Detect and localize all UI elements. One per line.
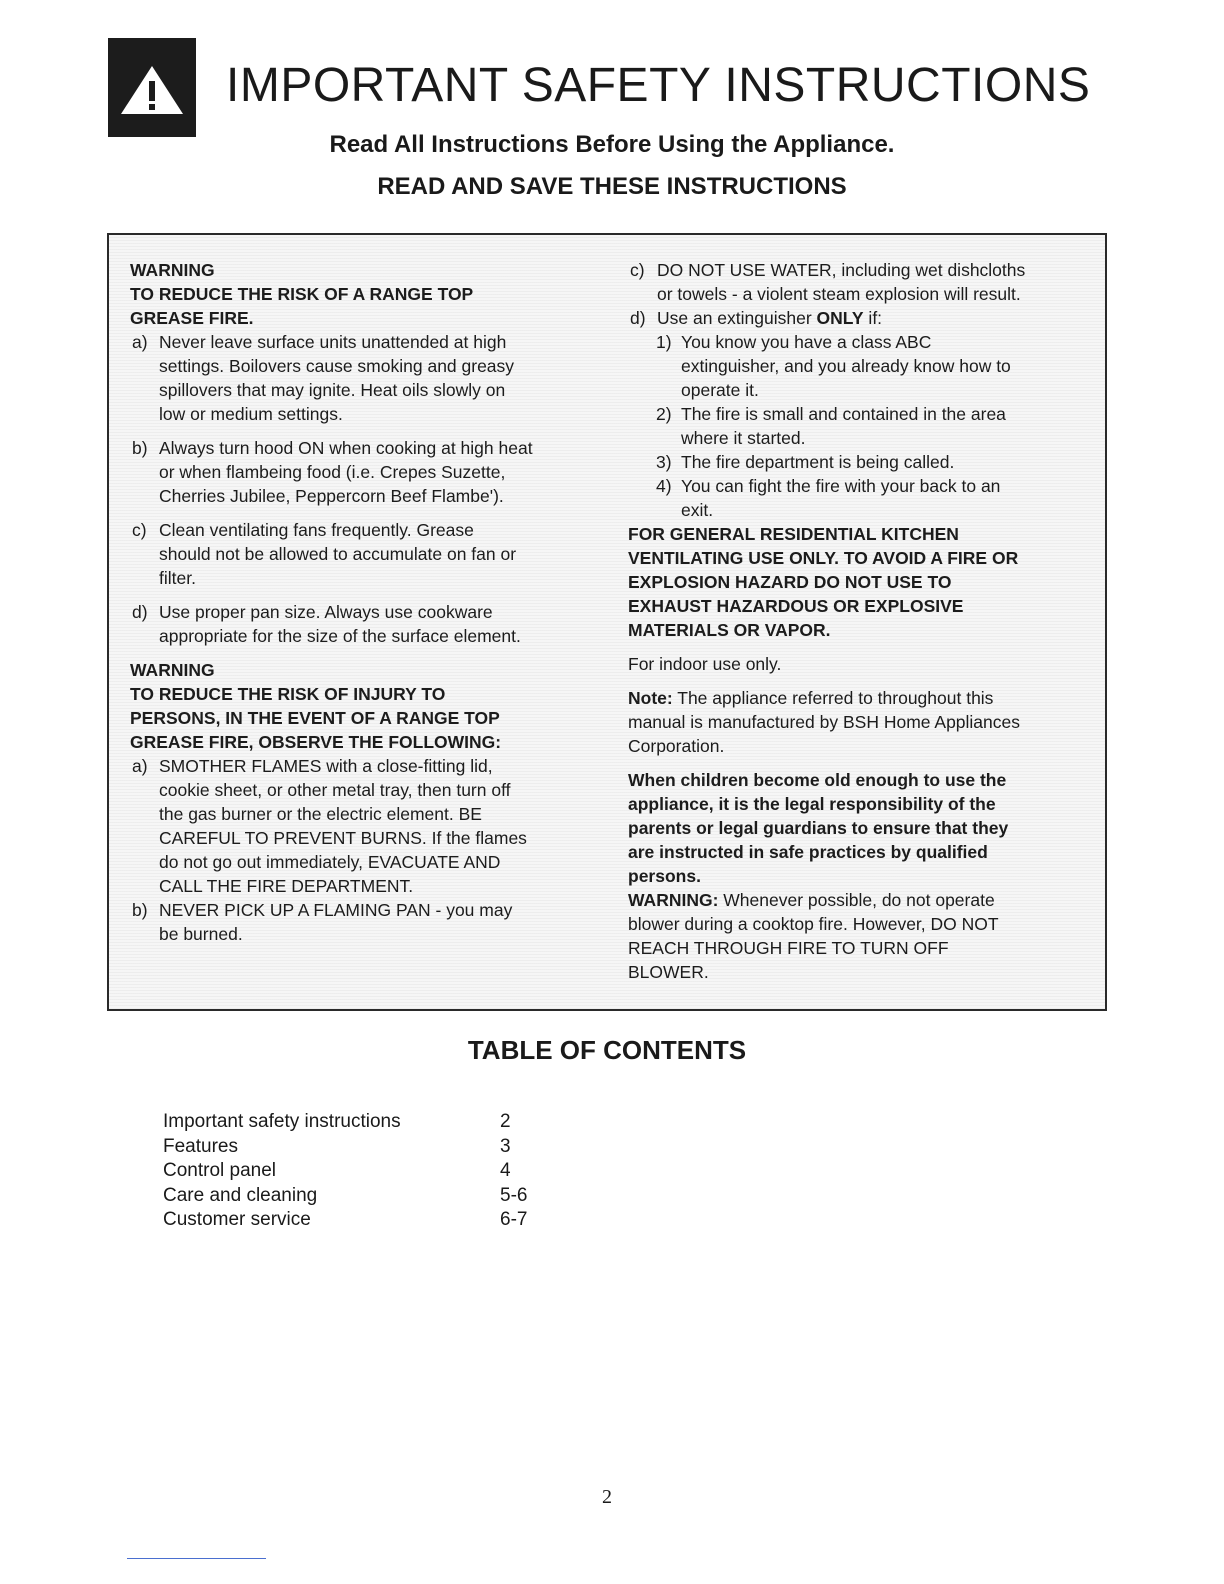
- list-item: d) Use an extinguisher ONLY if:: [630, 308, 883, 328]
- page-number: 2: [602, 1486, 612, 1508]
- page-title: IMPORTANT SAFETY INSTRUCTIONS: [226, 59, 1091, 112]
- sub-list-item: 4) You can fight the fire with your back to an exit.: [656, 476, 1001, 520]
- warning-label: WARNING: [130, 660, 215, 680]
- list-item: b) Always turn hood ON when cooking at high heat or when flambeing food (i.e. Crepes Suzette, Cherries Jubilee, Peppercorn Beef Flambe').: [132, 438, 533, 506]
- warning-triangle-icon: [119, 64, 185, 116]
- warning-heading: TO REDUCE THE RISK OF INJURY TO: [130, 684, 446, 704]
- safety-warning-box: [107, 233, 1107, 1011]
- indoor-use-text: For indoor use only.: [628, 654, 782, 674]
- children-notice: When children become old enough to use the appliance, it is the legal responsibility of the parents or legal guardians to ensure that they are instructed in safe practices by qualified persons.: [628, 770, 1009, 886]
- warning-label: WARNING: [130, 260, 215, 280]
- list-item: c) DO NOT USE WATER, including wet dishcloths or towels - a violent steam explosion will result.: [630, 260, 1026, 304]
- sub-list-item: 2) The fire is small and contained in the area where it started.: [656, 404, 1006, 448]
- footer-divider: [127, 1558, 266, 1559]
- sub-list-item: 3) The fire department is being called.: [656, 452, 955, 472]
- warning-banner: [108, 38, 196, 137]
- toc-entry[interactable]: Care and cleaning 5-6: [163, 1184, 528, 1206]
- list-item: a) SMOTHER FLAMES with a close-fitting lid, cookie sheet, or other metal tray, then turn off the gas burner or the electric element. BE CAREFUL TO PREVENT BURNS. If the flames do not go out immediately, EVACUATE AND CALL THE FIRE DEPARTMENT.: [132, 756, 527, 896]
- list-item: a) Never leave surface units unattended at high settings. Boilovers cause smoking and greasy spillovers that may ignite. Heat oils slowly on low or medium settings.: [132, 332, 515, 424]
- manufacturer-note: Note: The appliance referred to throughout this manual is manufactured by BSH Home Appliances Corporation.: [628, 688, 1021, 756]
- list-item: b) NEVER PICK UP A FLAMING PAN - you may be burned.: [132, 900, 513, 944]
- right-column: [628, 258, 1088, 984]
- list-item: c) Clean ventilating fans frequently. Grease should not be allowed to accumulate on fan or filter.: [132, 520, 517, 588]
- blower-warning: WARNING: Whenever possible, do not operate blower during a cooktop fire. However, DO NOT REACH THROUGH FIRE TO TURN OFF BLOWER.: [628, 890, 999, 982]
- toc-title: TABLE OF CONTENTS: [467, 1035, 747, 1065]
- toc-entry[interactable]: Control panel 4: [163, 1160, 511, 1181]
- subtitle-read-save: READ AND SAVE THESE INSTRUCTIONS: [377, 173, 847, 200]
- general-use-warning: FOR GENERAL RESIDENTIAL KITCHEN VENTILATING USE ONLY. TO AVOID A FIRE OR EXPLOSION HAZARD DO NOT USE TO EXHAUST HAZARDOUS OR EXPLOSIVE MATERIALS OR VAPOR.: [628, 524, 1019, 640]
- subtitle-read-all: Read All Instructions Before Using the Appliance.: [329, 131, 895, 158]
- left-column: [130, 258, 590, 946]
- warning-heading: GREASE FIRE.: [130, 308, 254, 328]
- table-of-contents: [163, 1110, 527, 1233]
- sub-list-item: 1) You know you have a class ABC extinguisher, and you already know how to operate it.: [656, 332, 1011, 400]
- toc-entry[interactable]: Features 3: [163, 1135, 511, 1157]
- warning-heading: GREASE FIRE, OBSERVE THE FOLLOWING:: [130, 732, 502, 752]
- warning-heading: PERSONS, IN THE EVENT OF A RANGE TOP: [130, 708, 500, 728]
- list-item: d) Use proper pan size. Always use cookware appropriate for the size of the surface element.: [132, 602, 521, 646]
- warning-heading: TO REDUCE THE RISK OF A RANGE TOP: [130, 284, 474, 304]
- toc-entry[interactable]: Customer service 6-7: [163, 1209, 528, 1230]
- toc-entry[interactable]: Important safety instructions 2: [163, 1111, 511, 1132]
